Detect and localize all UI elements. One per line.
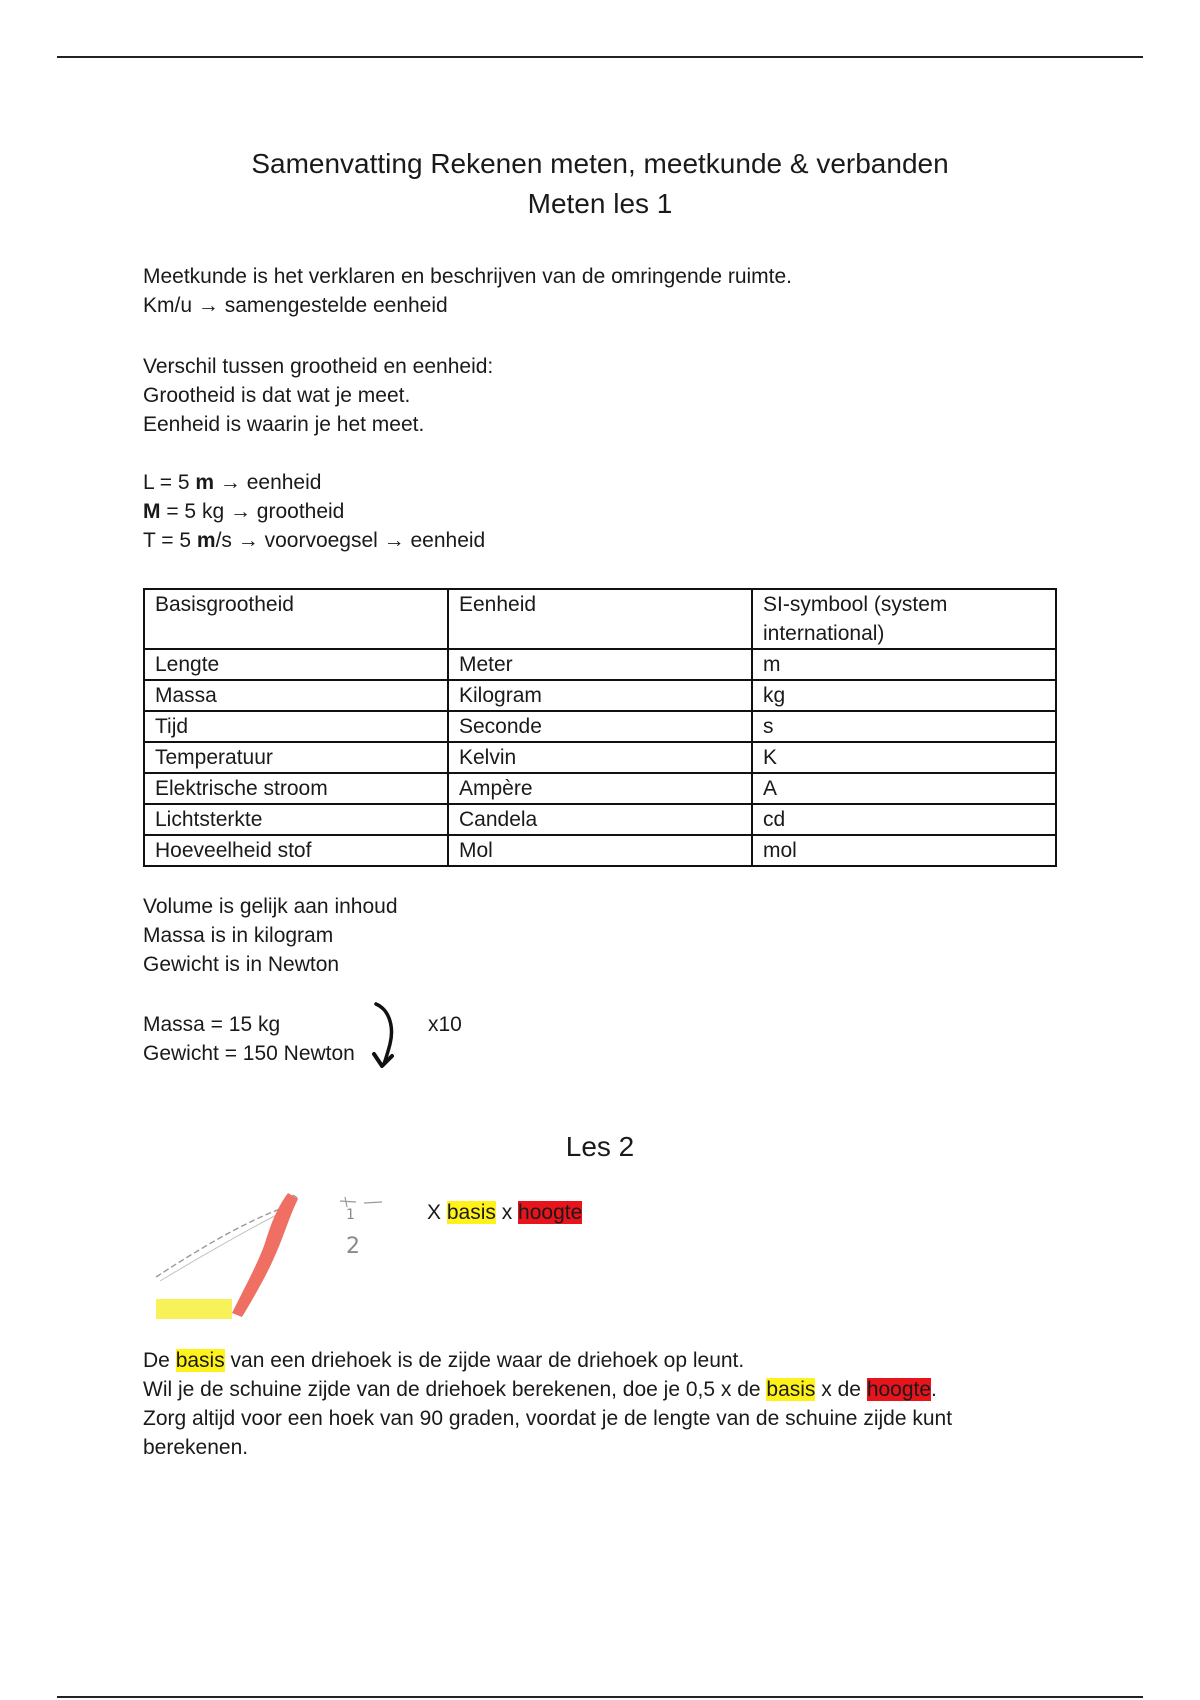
table-cell: Elektrische stroom [144, 773, 448, 804]
table-cell: Lichtsterkte [144, 804, 448, 835]
section-title-les-1: Meten les 1 [527, 188, 673, 219]
table-cell: A [752, 773, 1056, 804]
table-cell: Hoeveelheid stof [144, 835, 448, 866]
p4-text: berekenen. [143, 1436, 249, 1459]
difference-paragraph [143, 352, 493, 439]
table-header-row [144, 589, 1056, 649]
p2-text: Wil je de schuine zijde van de driehoek berekenen, doe je 0,5 x de [143, 1378, 767, 1401]
lesson2-paragraph [143, 1346, 952, 1462]
table-row [144, 773, 1056, 804]
table-row [144, 835, 1056, 866]
table-cell: Lengte [144, 649, 448, 680]
example-3-text: T = 5 [143, 529, 197, 552]
table-cell: Meter [448, 649, 752, 680]
table-cell: m [752, 649, 1056, 680]
table-cell: mol [752, 835, 1056, 866]
volume-line-2: Massa is in kilogram [143, 924, 334, 947]
p1-basis-highlight: basis [175, 1349, 225, 1372]
mass-line: Massa = 15 kg [143, 1013, 281, 1036]
triangle-sketch-icon [150, 1185, 410, 1320]
volume-line-1: Volume is gelijk aan inhoud [143, 895, 398, 918]
example-3-rest: /s → voorvoegsel → eenheid [215, 529, 486, 552]
table-cell: Kilogram [448, 680, 752, 711]
formula-x: X [427, 1201, 447, 1224]
sketch-fraction-numerator: 1 [346, 1207, 355, 1223]
table-row [144, 804, 1056, 835]
table-cell: Massa [144, 680, 448, 711]
table-cell: Ampère [448, 773, 752, 804]
example-1-bold: m [195, 471, 215, 494]
table-cell: Seconde [448, 711, 752, 742]
mass-weight-paragraph [143, 1010, 355, 1068]
formula-basis-highlight: basis [446, 1201, 496, 1224]
p2-hoogte-highlight: hoogte [866, 1378, 932, 1401]
intro-paragraph [143, 262, 792, 320]
p1-text: De [143, 1349, 176, 1372]
factor-label: x10 [428, 1013, 462, 1036]
p2-end: . [931, 1378, 937, 1401]
intro-line-2b: samengestelde eenheid [218, 294, 448, 317]
difference-line-2: Eenheid is waarin je het meet. [143, 413, 425, 436]
table-header-cell: SI-symbool (system international) [752, 589, 1056, 649]
table-header-cell: Eenheid [448, 589, 752, 649]
table-cell: kg [752, 680, 1056, 711]
p1-rest: van een driehoek is de zijde waar de driehoek op leunt. [224, 1349, 745, 1372]
weight-line: Gewicht = 150 Newton [143, 1042, 355, 1065]
table-cell: Mol [448, 835, 752, 866]
area-formula [427, 1198, 582, 1227]
p2-mid: x de [815, 1378, 867, 1401]
intro-line-1: Meetkunde is het verklaren en beschrijven van de omringende ruimte. [143, 265, 793, 288]
table-cell: s [752, 711, 1056, 742]
table-cell: Tijd [144, 711, 448, 742]
difference-line-1: Grootheid is dat wat je meet. [143, 384, 411, 407]
table-row [144, 711, 1056, 742]
p3-text: Zorg altijd voor een hoek van 90 graden, voordat je de lengte van de schuine zijde kunt [143, 1407, 953, 1430]
table-cell: Kelvin [448, 742, 752, 773]
examples-paragraph [143, 468, 485, 555]
sketch-fraction-denominator: 2 [346, 1234, 360, 1259]
top-rule [57, 56, 1143, 58]
table-cell: Candela [448, 804, 752, 835]
table-cell: K [752, 742, 1056, 773]
table-cell: Temperatuur [144, 742, 448, 773]
si-units-table [143, 588, 1057, 867]
p2-basis-highlight: basis [766, 1378, 816, 1401]
document-title: Samenvatting Rekenen meten, meetkunde & verbanden [251, 148, 949, 179]
volume-line-3: Gewicht is in Newton [143, 953, 340, 976]
volume-paragraph [143, 892, 398, 979]
example-3-bold: m [196, 529, 216, 552]
arrow-icon: → [197, 294, 219, 317]
example-2-bold: M [143, 500, 161, 523]
example-1-rest: → eenheid [214, 471, 322, 494]
table-row [144, 742, 1056, 773]
table-row [144, 680, 1056, 711]
bottom-rule [57, 1696, 1143, 1698]
intro-line-2a: Km/u [143, 294, 198, 317]
table-row [144, 649, 1056, 680]
curved-arrow-icon [368, 1000, 408, 1072]
example-2-rest: = 5 kg → grootheid [160, 500, 345, 523]
section-title-les-2: Les 2 [565, 1131, 635, 1162]
table-cell: cd [752, 804, 1056, 835]
formula-times: x [495, 1201, 519, 1224]
difference-heading: Verschil tussen grootheid en eenheid: [143, 355, 494, 378]
formula-hoogte-highlight: hoogte [518, 1201, 583, 1224]
table-header-cell: Basisgrootheid [144, 589, 448, 649]
example-1-text: L = 5 [143, 471, 196, 494]
